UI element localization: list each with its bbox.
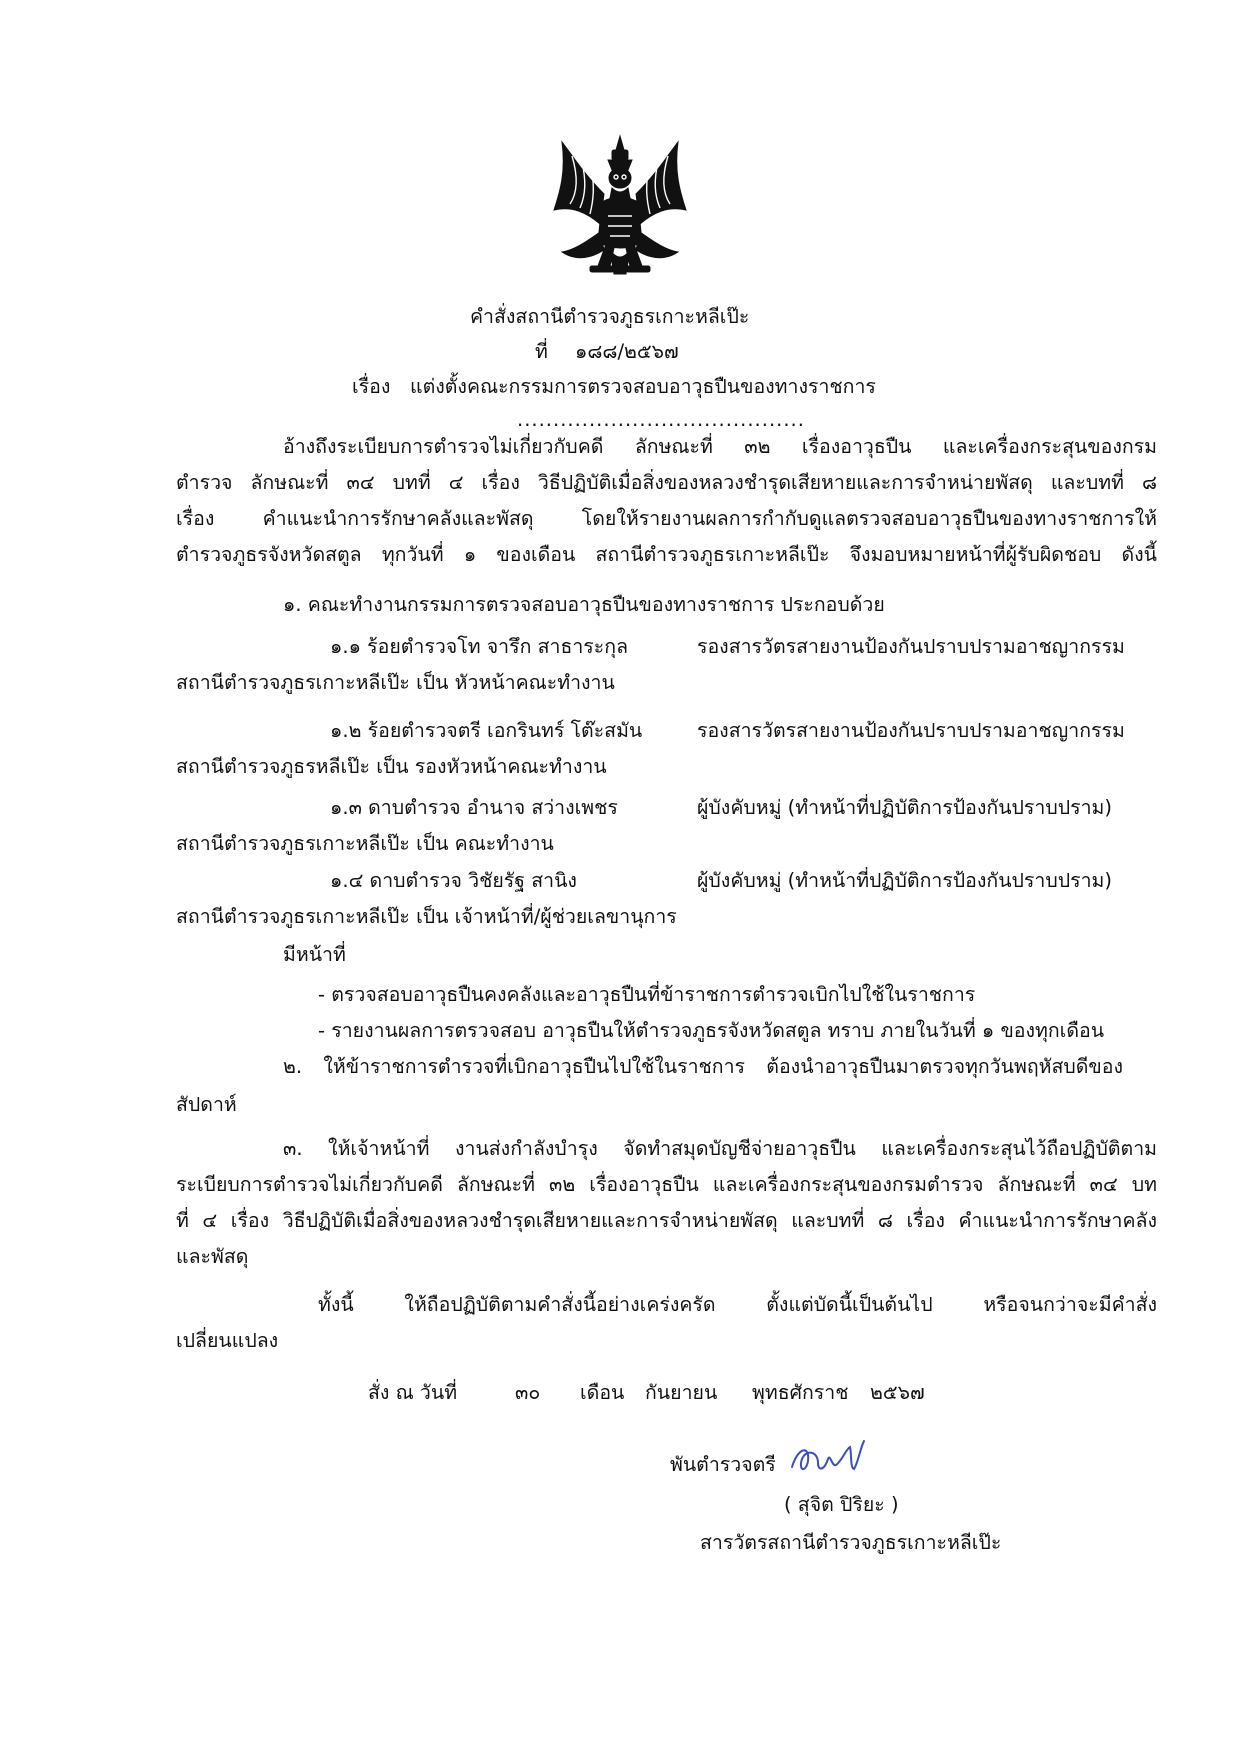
section-1-heading: ๑. คณะทำงานกรรมการตรวจสอบอาวุธปืนของทางราชการ ประกอบด้วย [283, 593, 885, 616]
date-month-label: เดือน [580, 1381, 625, 1404]
preamble-line-1: อ้างถึงระเบียบการตำรวจไม่เกี่ยวกับคดี ลักษณะที่ ๓๒ เรื่องอาวุธปืน และเครื่องกระสุนของกรม [283, 435, 1157, 458]
signature-icon [788, 1437, 868, 1479]
date-year: ๒๕๖๗ [870, 1381, 925, 1404]
section-3-line-4: และพัสดุ [176, 1245, 249, 1268]
date-year-label: พุทธศักราช [752, 1381, 849, 1404]
section-3-line-2: ระเบียบการตำรวจไม่เกี่ยวกับคดี ลักษณะที่ ๓๒ เรื่องอาวุธปืน และเครื่องกระสุนของกรมตำรวจ ลักษณะที่ ๓๔ บท [176, 1173, 1157, 1196]
order-number: ๑๘๘/๒๕๖๗ [575, 340, 679, 363]
signer-rank: พันตำรวจตรี [670, 1453, 776, 1476]
duty-2: - รายงานผลการตรวจสอบ อาวุธปืนให้ตำรวจภูธรจังหวัดสตูล ทราบ ภายในวันที่ ๑ ของทุกเดือน [318, 1019, 1105, 1042]
member-4-position: ผู้บังคับหมู่ (ทำหน้าที่ปฏิบัติการป้องกันปราบปราม) [697, 869, 1112, 892]
closing-line-2: เปลี่ยนแปลง [176, 1329, 279, 1352]
subject-label: เรื่อง [352, 375, 391, 398]
member-3-role: สถานีตำรวจภูธรเกาะหลีเป๊ะ เป็น คณะทำงาน [176, 832, 554, 855]
member-3-position: ผู้บังคับหมู่ (ทำหน้าที่ปฏิบัติการป้องกันปราบปราม) [697, 796, 1112, 819]
signer-name: ( สุจิต ปิริยะ ) [784, 1493, 899, 1516]
section-2-line-1: ๒. ให้ข้าราชการตำรวจที่เบิกอาวุธปืนไปใช้ในราชการ ต้องนำอาวุธปืนมาตรวจทุกวันพฤหัสบดีของ [283, 1055, 1123, 1078]
divider: ........................................ [517, 408, 805, 431]
member-1-name: ๑.๑ ร้อยตำรวจโท จารึก สาธาระกุล [330, 635, 629, 658]
garuda-emblem-icon [552, 132, 688, 282]
section-3-line-1: ๓. ให้เจ้าหน้าที่ งานส่งกำลังบำรุง จัดทำสมุดบัญชีจ่ายอาวุธปืน และเครื่องกระสุนไว้ถือปฏิบัติตาม [283, 1137, 1157, 1160]
closing-line-1: ทั้งนี้ ให้ถือปฏิบัติตามคำสั่งนี้อย่างเคร่งครัด ตั้งแต่บัดนี้เป็นต้นไป หรือจนกว่าจะมีคำสั่ง [318, 1293, 1157, 1316]
member-1-position: รองสารวัตรสายงานป้องกันปราบปรามอาชญากรรม [697, 635, 1125, 658]
member-2-position: รองสารวัตรสายงานป้องกันปราบปรามอาชญากรรม [697, 719, 1125, 742]
date-month: กันยายน [645, 1381, 718, 1404]
preamble-line-2: ตำรวจ ลักษณะที่ ๓๔ บทที่ ๔ เรื่อง วิธีปฏิบัติเมื่อสิ่งของหลวงชำรุดเสียหายและการจำหน่ายพัสดุ และบทที่ ๘ [176, 471, 1157, 494]
subject-text: แต่งตั้งคณะกรรมการตรวจสอบอาวุธปืนของทางราชการ [410, 375, 876, 398]
signer-position: สารวัตรสถานีตำรวจภูธรเกาะหลีเป๊ะ [700, 1531, 1002, 1554]
member-3-name: ๑.๓ ดาบตำรวจ อำนาจ สว่างเพชร [330, 796, 618, 819]
preamble-line-3: เรื่อง คำแนะนำการรักษาคลังและพัสดุ โดยให้รายงานผลการกำกับดูแลตรวจสอบอาวุธปืนของทางราชการให้ [176, 507, 1157, 530]
section-2-line-2: สัปดาห์ [176, 1093, 237, 1116]
duty-1: - ตรวจสอบอาวุธปืนคงคลังและอาวุธปืนที่ข้าราชการตำรวจเบิกไปใช้ในราชการ [318, 983, 976, 1006]
member-1-role: สถานีตำรวจภูธรเกาะหลีเป๊ะ เป็น หัวหน้าคณะทำงาน [176, 671, 615, 694]
order-title: คำสั่งสถานีตำรวจภูธรเกาะหลีเป๊ะ [470, 305, 750, 328]
duties-label: มีหน้าที่ [283, 943, 346, 966]
section-3-line-3: ที่ ๔ เรื่อง วิธีปฏิบัติเมื่อสิ่งของหลวงชำรุดเสียหายและการจำหน่ายพัสดุ และบทที่ ๘ เรื่อง คำแนะนำการรักษาคลัง [176, 1209, 1157, 1232]
member-4-name: ๑.๔ ดาบตำรวจ วิชัยรัฐ สานิง [330, 869, 577, 892]
member-2-name: ๑.๒ ร้อยตำรวจตรี เอกรินทร์ โต๊ะสมัน [330, 719, 643, 742]
date-label: สั่ง ณ วันที่ [368, 1381, 458, 1404]
preamble-line-4: ตำรวจภูธรจังหวัดสตูล ทุกวันที่ ๑ ของเดือน สถานีตำรวจภูธรเกาะหลีเป๊ะ จึงมอบหมายหน้าที่ผู้รับผิดชอบ ดังนี้ [176, 543, 1157, 566]
member-4-role: สถานีตำรวจภูธรเกาะหลีเป๊ะ เป็น เจ้าหน้าที่/ผู้ช่วยเลขานุการ [176, 905, 677, 928]
member-2-role: สถานีตำรวจภูธรหลีเป๊ะ เป็น รองหัวหน้าคณะทำงาน [176, 755, 607, 778]
order-number-label: ที่ [535, 340, 548, 363]
date-day: ๓๐ [515, 1381, 541, 1404]
